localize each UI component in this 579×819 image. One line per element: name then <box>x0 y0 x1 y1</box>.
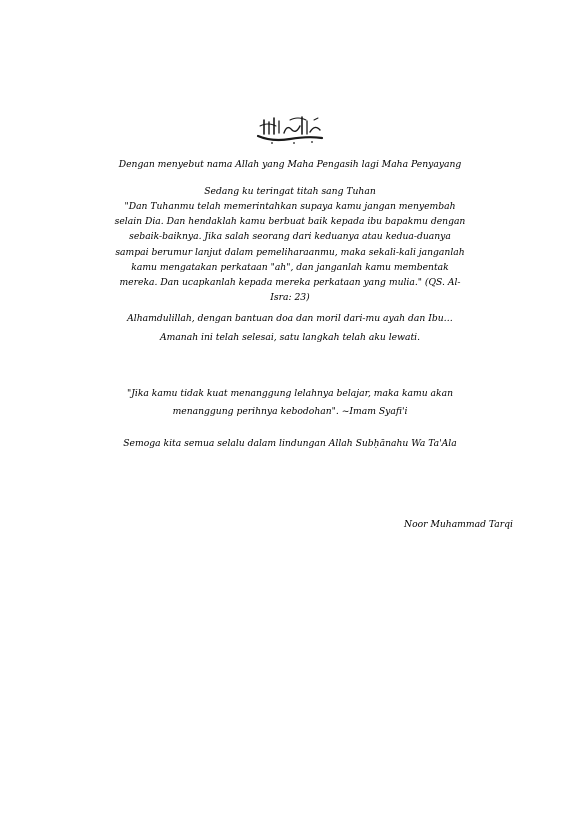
closing-prayer: Semoga kita semua selalu dalam lindungan Allah Subḥānahu Wa Ta'Ala <box>123 438 457 449</box>
author-signature: Noor Muhammad Tarqi <box>404 519 513 530</box>
imam-syafii-quote: "Jika kamu tidak kuat menanggung lelahnya belajar, maka kamu akan menanggung perihnya kebodohan". ~Imam Syafi'i <box>126 388 453 417</box>
thanks-line-1: Alhamdulillah, dengan bantuan doa dan moril dari-mu ayah dan Ibu… <box>127 313 453 324</box>
basmalah-calligraphy-icon <box>254 112 326 146</box>
quran-verse: "Dan Tuhanmu telah memerintahkan supaya kamu jangan menyembah selain Dia. Dan hendaklah kamu berbuat baik kepada ibu bapakmu dengan sebaik-baiknya. Jika salah seorang dari keduanya atau kedua-duanya sampai berumur lanjut dalam pemeliharaanmu, maka sekali-kali janganlah kamu mengatakan perkataan "ah", dan janganlah kamu membentak mereka. Dan ucapkanlah kepada mereka perkataan yang mulia." (QS. Al-Isra: 23) <box>114 201 466 304</box>
thanks-line-2: Amanah ini telah selesai, satu langkah telah aku lewati. <box>159 332 420 343</box>
opening-line: Dengan menyebut nama Allah yang Maha Pengasih lagi Maha Penyayang <box>118 159 462 170</box>
verse-intro: Sedang ku teringat titah sang Tuhan <box>204 186 376 197</box>
